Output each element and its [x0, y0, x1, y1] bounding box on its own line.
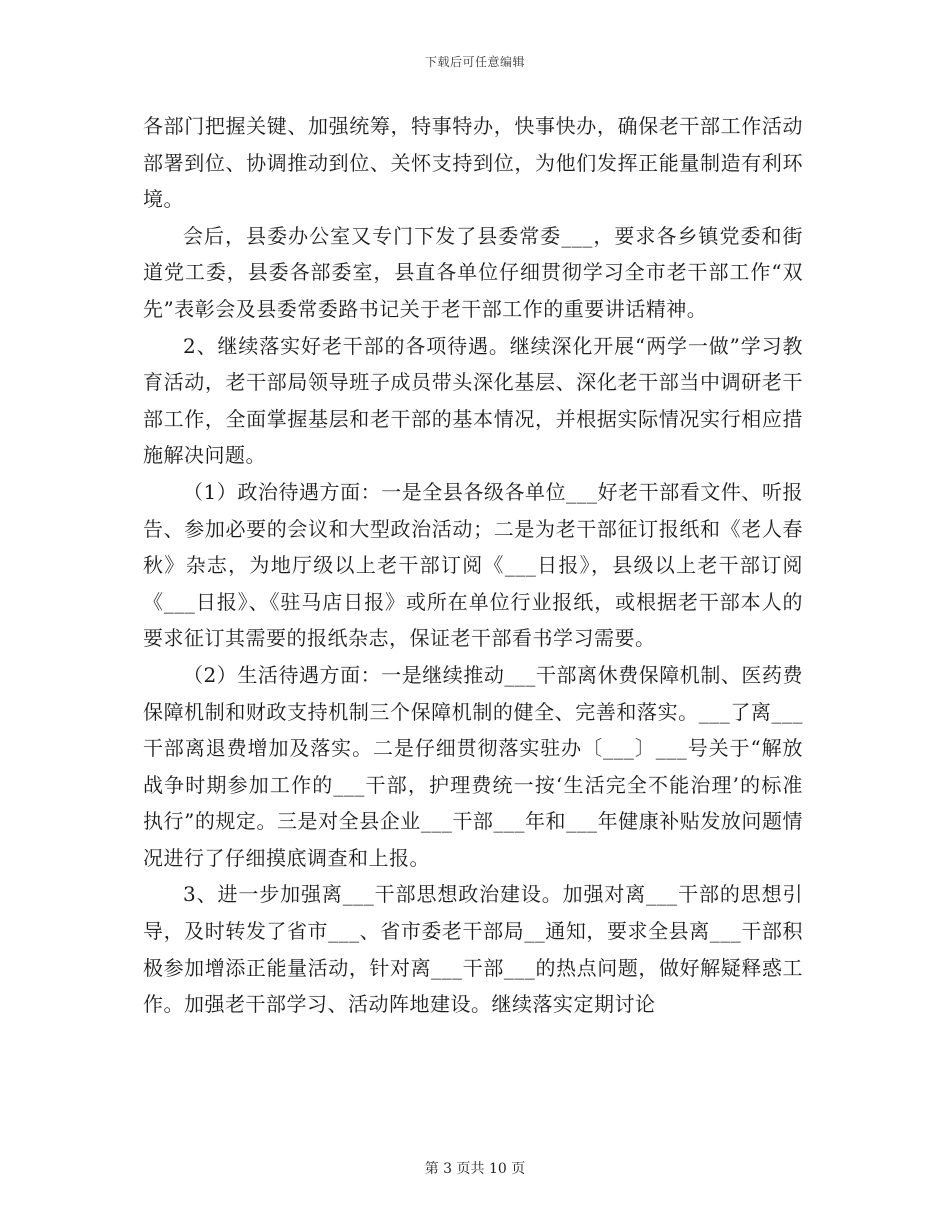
page-header: 下载后可任意编辑 [424, 55, 525, 69]
page-number: 第 3 页共 10 页 [424, 1161, 526, 1177]
paragraph-political-treatment: （1）政治待遇方面：一是全县各级各单位___好老干部看文件、听报告、参加必要的会议和大型政治活动；二是为老干部征订报纸和《老人春秋》杂志，为地厅级以上老干部订阅《___日报》，县级以上老干部订阅《___日报》、《驻马店日报》或所在单位行业报纸，或根据老干部本人的要求征订其需要的报纸杂志，保证老干部看书学习需要。 [143, 479, 803, 651]
paragraph-meeting-notice: 会后，县委办公室又专门下发了县委常委___，要求各乡镇党委和街道党工委，县委各部委室，县直各单位仔细贯彻学习全市老干部工作“双先”表彰会及县委常委路书记关于老干部工作的重要讲话精神。 [143, 223, 803, 321]
paragraph-ideological-building: 3、进一步加强离___干部思想政治建设。加强对离___干部的思想引导，及时转发了省市___、省市委老干部局__通知，要求全县离___干部积极参加增添正能量活动，针对离___干部___的热点问题，做好解疑释惑工作。加强老干部学习、活动阵地建设。继续落实定期讨论 [143, 882, 803, 1017]
paragraph-treatment: 2、继续落实好老干部的各项待遇。继续深化开展“两学一做”学习教育活动，老干部局领导班子成员带头深化基层、深化老干部当中调研老干部工作，全面掌握基层和老干部的基本情况，并根据实际情况实行相应措施解决问题。 [143, 333, 803, 468]
paragraph-living-treatment: （2）生活待遇方面：一是继续推动___干部离休费保障机制、医药费保障机制和财政支持机制三个保障机制的健全、完善和落实。___了离___干部离退费增加及落实。二是仔细贯彻落实驻办〔___〕___号关于“解放战争时期参加工作的___干部，护理费统一按‘生活完全不能治理’的标准执行”的规定。三是对全县企业___干部___年和___年健康补贴发放问题情况进行了仔细摸底调查和上报。 [143, 662, 803, 870]
document-body [143, 108, 803, 1023]
paragraph-continuation: 各部门把握关键、加强统筹，特事特办，快事快办，确保老干部工作活动部署到位、协调推动到位、关怀支持到位，为他们发挥正能量制造有利环境。 [143, 114, 803, 212]
